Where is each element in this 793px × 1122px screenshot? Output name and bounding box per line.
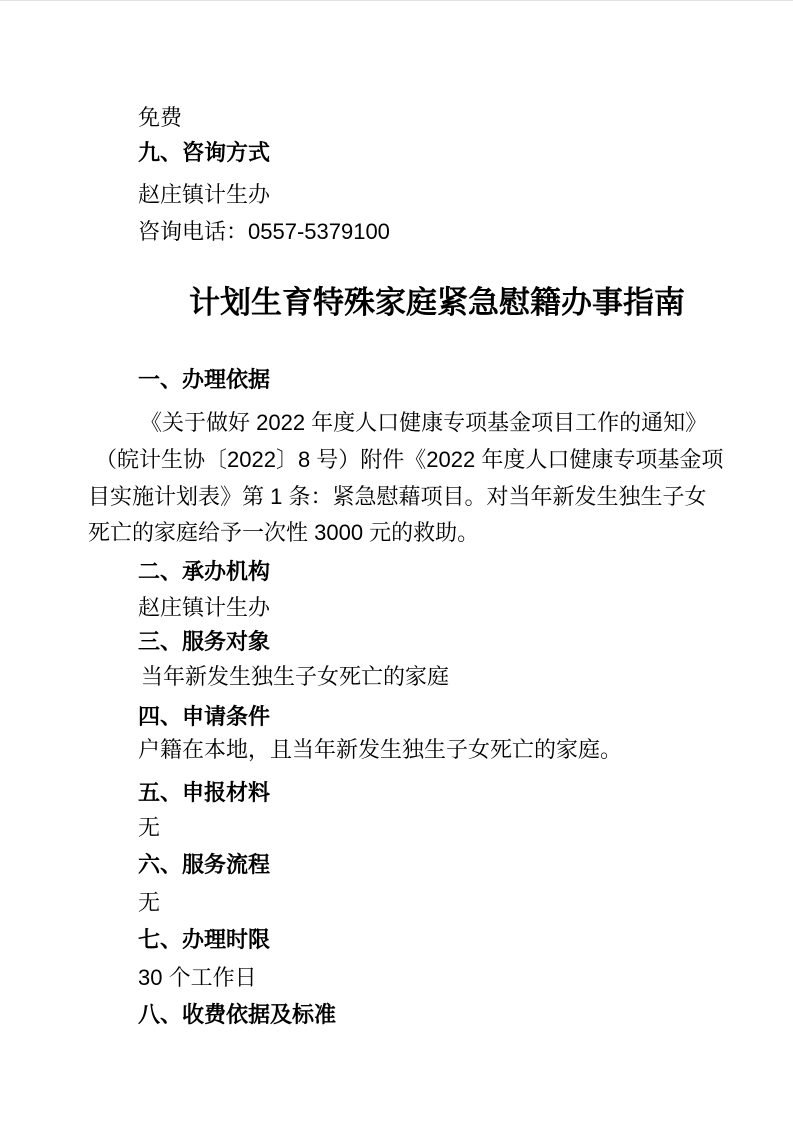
- page-top-edge: [0, 0, 793, 1]
- section-6-heading: 六、服务流程: [138, 852, 271, 877]
- section-3-heading: 三、服务对象: [138, 629, 271, 654]
- section-1-body-line-1: 《关于做好 2022 年度人口健康专项基金项目工作的通知》: [140, 410, 708, 435]
- section-2-body: 赵庄镇计生办: [138, 595, 271, 620]
- section-1-heading: 一、办理依据: [138, 367, 271, 392]
- document-title: 计划生育特殊家庭紧急慰籍办事指南: [189, 285, 685, 320]
- section-6-body: 无: [138, 890, 161, 915]
- section-5-heading: 五、申报材料: [138, 780, 271, 805]
- fee-value-text: 免费: [138, 105, 183, 130]
- section-3-body: 当年新发生独生子女死亡的家庭: [141, 664, 450, 689]
- section-7-body: 30 个工作日: [138, 965, 257, 990]
- section-5-body: 无: [138, 815, 161, 840]
- section-2-heading: 二、承办机构: [138, 559, 271, 584]
- section-4-body: 户籍在本地，且当年新发生独生子女死亡的家庭。: [138, 737, 623, 762]
- section-1-body-line-2: （皖计生协〔2022〕8 号）附件《2022 年度人口健康专项基金项: [95, 447, 724, 472]
- section-9-agency: 赵庄镇计生办: [138, 182, 271, 207]
- section-9-phone: 咨询电话：0557-5379100: [138, 219, 390, 244]
- section-1-body-line-3: 目实施计划表》第 1 条：紧急慰藉项目。对当年新发生独生子女: [88, 484, 707, 509]
- section-1-body-line-4: 死亡的家庭给予一次性 3000 元的救助。: [88, 520, 480, 545]
- section-7-heading: 七、办理时限: [138, 927, 271, 952]
- section-4-heading: 四、申请条件: [138, 704, 271, 729]
- section-8-heading: 八、收费依据及标准: [138, 1002, 337, 1027]
- section-9-heading: 九、咨询方式: [138, 140, 271, 165]
